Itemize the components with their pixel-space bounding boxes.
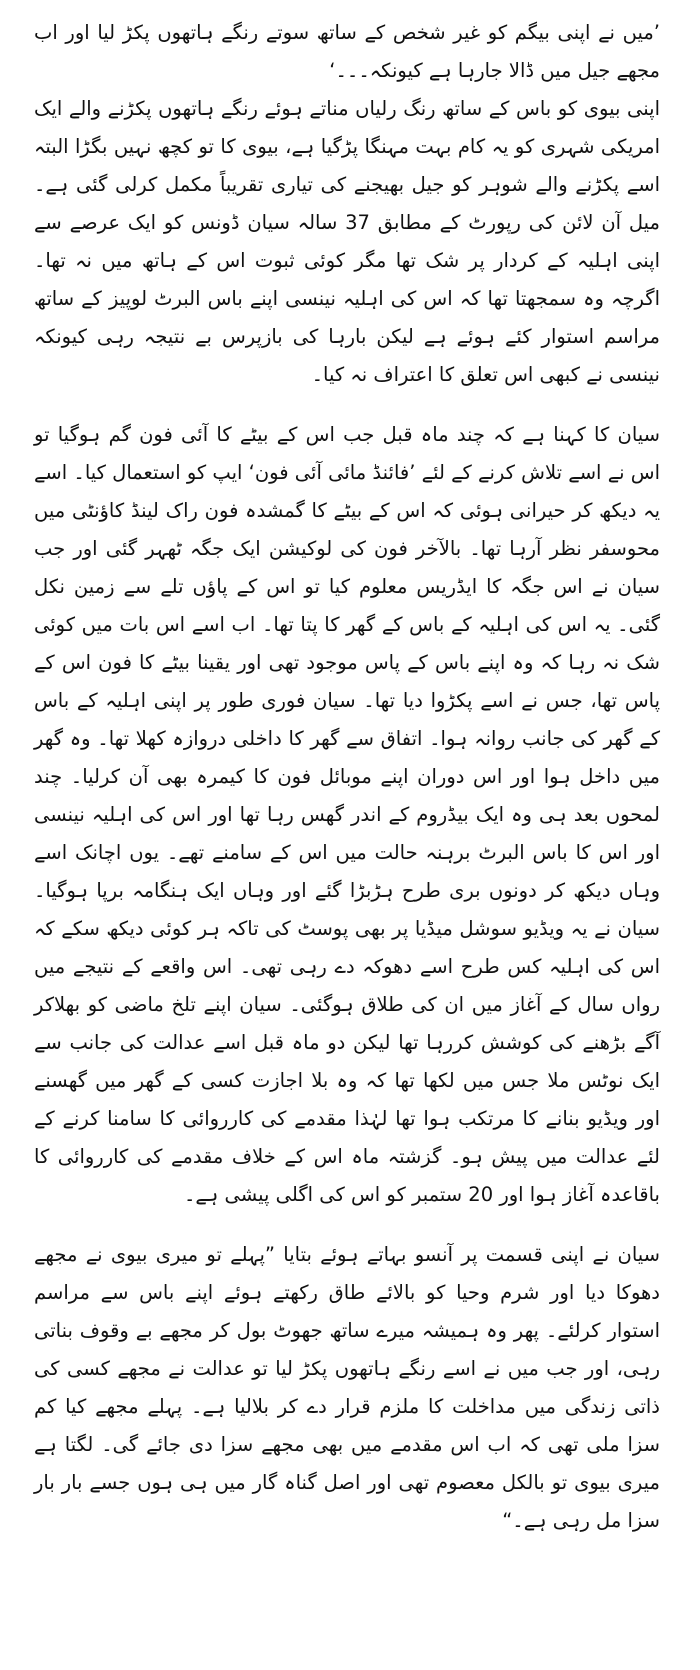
- intro-quote: ’میں نے اپنی بیگم کو غیر شخص کے ساتھ سوتے رنگے ہاتھوں پکڑ لیا اور اب مجھے جیل میں ڈالا جارہا ہے کیونکہ۔۔۔‘: [34, 21, 660, 82]
- article-paragraph-1: اپنی بیوی کو باس کے ساتھ رنگ رلیاں مناتے ہوئے رنگے ہاتھوں پکڑنے والے ایک امریکی شہری کو یہ کام بہت مہنگا پڑگیا ہے، بیوی کا تو کچھ نہیں بگڑا البتہ اسے پکڑنے والے شوہر کو جیل بھیجنے کی تیاری تقریباً مکمل کرلی گئی ہے۔ میل آن لائن کی رپورٹ کے مطابق 37 سالہ سیان ڈونس کو ایک عرصے سے اپنی اہلیہ کے کردار پر شک تھا مگر کوئی ثبوت اس کے ہاتھ میں نہ تھا۔ اگرچہ وہ سمجھتا تھا کہ اس کی اہلیہ نینسی اپنے باس البرٹ لوپیز کے ساتھ مراسم استوار کئے ہوئے ہے لیکن بارہا کی بازپرس بے نتیجہ رہی کیونکہ نینسی نے کبھی اس تعلق کا اعتراف نہ کیا۔: [34, 97, 660, 386]
- article-paragraph-2: سیان کا کہنا ہے کہ چند ماہ قبل جب اس کے بیٹے کا آئی فون گم ہوگیا تو اس نے اسے تلاش کرنے کے لئے ’فائنڈ مائی آئی فون‘ ایپ کو استعمال کیا۔ اسے یہ دیکھ کر حیرانی ہوئی کہ اس کے بیٹے کا گمشدہ فون راک لینڈ کاؤنٹی میں محوسفر نظر آرہا تھا۔ بالآخر فون کی لوکیشن ایک جگہ ٹھہر گئی اور جب سیان نے اس جگہ کا ایڈریس معلوم کیا تو اس کے پاؤں تلے سے زمین نکل گئی۔ یہ اس کی اہلیہ کے باس کے گھر کا پتا تھا۔ اب اسے اس بات میں کوئی شک نہ رہا کہ وہ اپنے باس کے پاس موجود تھی اور یقینا بیٹے کا فون اس کے پاس تھا، جس نے اسے پکڑوا دیا تھا۔ سیان فوری طور پر اپنی اہلیہ کے باس کے گھر کی جانب روانہ ہوا۔ اتفاق سے گھر کا داخلی دروازہ کھلا تھا۔ وہ گھر میں داخل ہوا اور اس دوران اپنے موبائل فون کا کیمرہ بھی آن کرلیا۔ چند لمحوں بعد ہی وہ ایک بیڈروم کے اندر گھس رہا تھا اور اس کی اہلیہ نینسی اور اس کا باس البرٹ برہنہ حالت میں اس کے سامنے تھے۔ یوں اچانک اسے وہاں دیکھ کر دونوں بری طرح ہڑبڑا گئے اور وہاں ایک ہنگامہ برپا ہوگیا۔ سیان نے یہ ویڈیو سوشل میڈیا پر بھی پوسٹ کی تاکہ ہر کوئی دیکھ سکے کہ اس کی اہلیہ کس طرح اسے دھوکہ دے رہی تھی۔ اس واقعے کے نتیجے میں رواں سال کے آغاز میں ان کی طلاق ہوگئی۔ سیان اپنے تلخ ماضی کو بھلاکر آگے بڑھنے کی کوشش کررہا تھا لیکن دو ماہ قبل اسے عدالت کی جانب سے ایک نوٹس ملا جس میں لکھا تھا کہ وہ بلا اجازت کسی کے گھر میں گھسنے اور ویڈیو بنانے کا مرتکب ہوا تھا لہٰذا مقدمے کی کارروائی کا سامنا کرنے کے لئے عدالت میں پیش ہو۔ گزشتہ ماہ اس کے خلاف مقدمے کی کارروائی کا باقاعدہ آغاز ہوا اور 20 ستمبر کو اس کی اگلی پیشی ہے۔: [34, 423, 660, 1206]
- article-paragraph-3: سیان نے اپنی قسمت پر آنسو بہاتے ہوئے بتایا ”پہلے تو میری بیوی نے مجھے دھوکا دیا اور شرم وحیا کو بالائے طاق رکھتے ہوئے اپنے باس سے مراسم استوار کرلئے۔ پھر وہ ہمیشہ میرے ساتھ جھوٹ بول کر مجھے بے وقوف بناتی رہی، اور جب میں نے اسے رنگے ہاتھوں پکڑ لیا تو عدالت نے مجھے کسی کی ذاتی زندگی میں مداخلت کا ملزم قرار دے کر بلالیا ہے۔ پہلے مجھے کیا کم سزا ملی تھی کہ اب اس مقدمے میں بھی مجھے سزا دی جائے گی۔ لگتا ہے میری بیوی تو بالکل معصوم تھی اور اصل گناہ گار میں ہی ہوں جسے بار بار سزا مل رہی ہے۔“: [34, 1243, 660, 1532]
